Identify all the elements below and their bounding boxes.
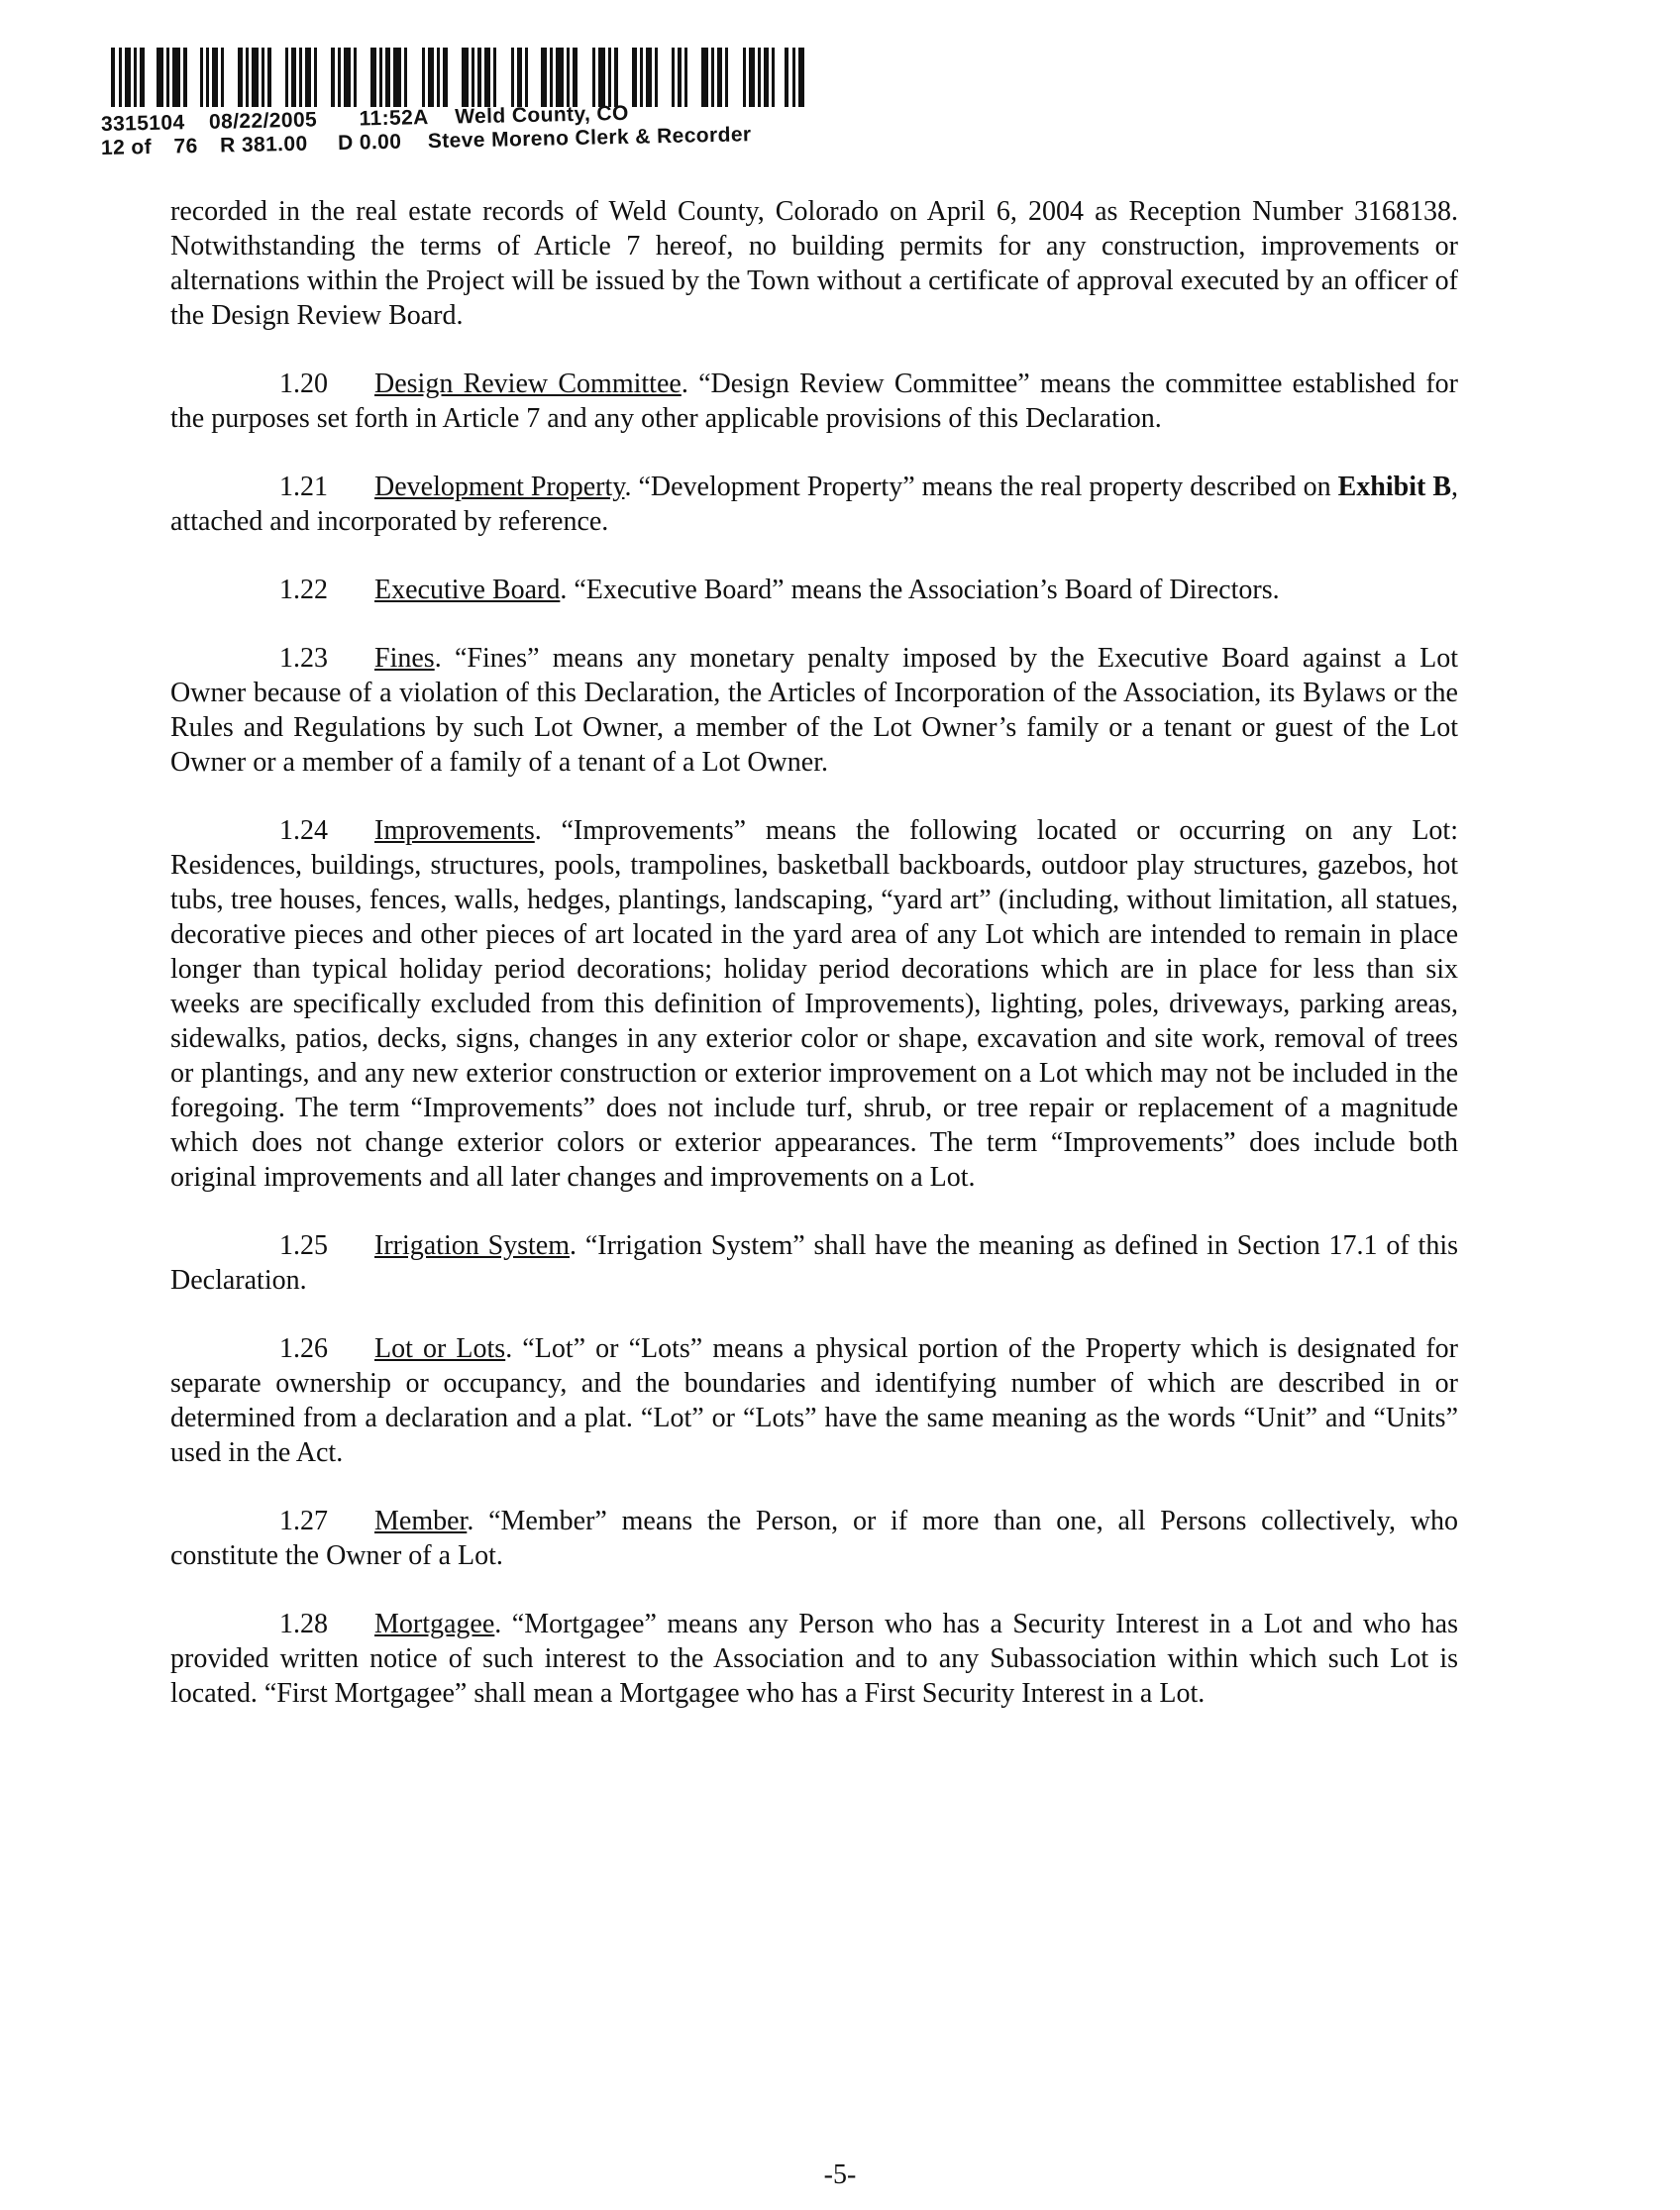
section-number: 1.21	[279, 472, 328, 502]
section-1-28	[170, 1607, 1458, 1711]
intro-paragraph: recorded in the real estate records of Weld County, Colorado on April 6, 2004 as Reception Number 3168138. Notwithstanding the terms of Article 7 hereof, no building permits for any construction, improvements or alternations within the Project will be issued by the Town without a certificate of approval executed by an officer of the Design Review Board.	[170, 196, 1458, 331]
recording-fee: R 381.00	[219, 132, 308, 158]
recording-time: 11:52A	[359, 106, 429, 131]
barcode-image	[111, 48, 804, 107]
section-heading: Mortgagee	[374, 1609, 495, 1639]
section-text: . “Irrigation System” shall have the meaning as defined in Section 17.1 of this Declaration.	[170, 1230, 1458, 1296]
section-number: 1.23	[279, 643, 328, 674]
section-heading: Irrigation System	[374, 1230, 571, 1261]
section-heading: Executive Board	[374, 575, 561, 605]
section-heading: Member	[374, 1506, 468, 1536]
section-text: . “Development Property” means the real property described on	[624, 472, 1338, 502]
recorder-name: Steve Moreno Clerk & Recorder	[427, 123, 752, 154]
section-1-27	[170, 1504, 1458, 1573]
section-1-22	[170, 573, 1458, 607]
document-body	[170, 194, 1458, 1744]
section-text: . “Mortgagee” means any Person who has a Security Interest in a Lot and who has provided written notice of such interest to the Association and to any Subassociation within which such Lot is located. “First Mortgagee” shall mean a Mortgagee who has a First Security Interest in a Lot.	[170, 1609, 1458, 1709]
section-number: 1.28	[279, 1609, 328, 1639]
section-text: . “Fines” means any monetary penalty imposed by the Executive Board against a Lot Owner because of a violation of this Declaration, the Articles of Incorporation of the Association, its Bylaws or the Rules and Regulations by such Lot Owner, a member of the Lot Owner’s family or a tenant or guest of the Lot Owner or a member of a family of a tenant of a Lot Owner.	[170, 643, 1458, 778]
section-1-25	[170, 1228, 1458, 1298]
section-1-24	[170, 813, 1458, 1195]
page-number: -5-	[823, 2159, 857, 2190]
section-text: . “Lot” or “Lots” means a physical portion of the Property which is designated for separate ownership or occupancy, and the boundaries and identifying number of which are described in or determined from a declaration and a plat. “Lot” or “Lots” have the same meaning as the words “Unit” and “Units” used in the Act.	[170, 1333, 1458, 1468]
recording-stamp	[101, 48, 854, 160]
section-heading: Lot or Lots	[374, 1333, 506, 1364]
section-text-continued: , attached and incorporated by reference.	[170, 472, 1458, 537]
section-number: 1.26	[279, 1333, 328, 1364]
reception-number: 3315104	[100, 111, 185, 136]
doc-fee: D 0.00	[337, 130, 402, 155]
section-number: 1.27	[279, 1506, 328, 1536]
section-text: . “Improvements” means the following located or occurring on any Lot: Residences, buildings, structures, pools, trampolines, basketball backboards, outdoor play structures, gazebos, hot tubs, tree houses, fences, walls, hedges, plantings, landscaping, “yard art” (including, without limitation, all statues, decorative pieces and other pieces of art located in the yard area of any Lot which are intended to remain in place longer than typical holiday period decorations; holiday period decorations which are in place for less than six weeks are specifically excluded from this definition of Improvements), lighting, poles, driveways, parking areas, sidewalks, patios, decks, signs, changes in any exterior color or shape, excavation and site work, removal of trees or plantings, and any new exterior construction or exterior improvement on a Lot which may not be included in the foregoing. The term “Improvements” does not include turf, shrub, or tree repair or replacement of a magnitude which does not change exterior colors or exterior appearances. The term “Improvements” does include both original improvements and all later changes and improvements on a Lot.	[170, 815, 1458, 1193]
total-pages: 76	[173, 134, 198, 158]
county-name: Weld County, CO	[454, 101, 629, 129]
page-of-label: 12 of	[100, 135, 153, 159]
section-heading: Development Property	[374, 472, 625, 502]
section-heading: Improvements	[374, 815, 535, 846]
section-1-26	[170, 1331, 1458, 1470]
section-text: . “Member” means the Person, or if more than one, all Persons collectively, who constitute the Owner of a Lot.	[170, 1506, 1458, 1571]
section-text: . “Design Review Committee” means the committee established for the purposes set forth in Article 7 and any other applicable provisions of this Declaration.	[170, 368, 1458, 434]
section-heading: Fines	[374, 643, 435, 674]
section-heading: Design Review Committee	[374, 368, 682, 399]
section-1-21	[170, 470, 1458, 539]
section-1-20	[170, 367, 1458, 436]
section-1-23	[170, 641, 1458, 780]
recording-date: 08/22/2005	[208, 108, 318, 134]
section-number: 1.24	[279, 815, 328, 846]
section-number: 1.22	[279, 575, 328, 605]
exhibit-reference: Exhibit B	[1337, 472, 1451, 502]
section-number: 1.20	[279, 368, 328, 399]
section-text: . “Executive Board” means the Association’s Board of Directors.	[560, 575, 1280, 605]
section-number: 1.25	[279, 1230, 328, 1261]
